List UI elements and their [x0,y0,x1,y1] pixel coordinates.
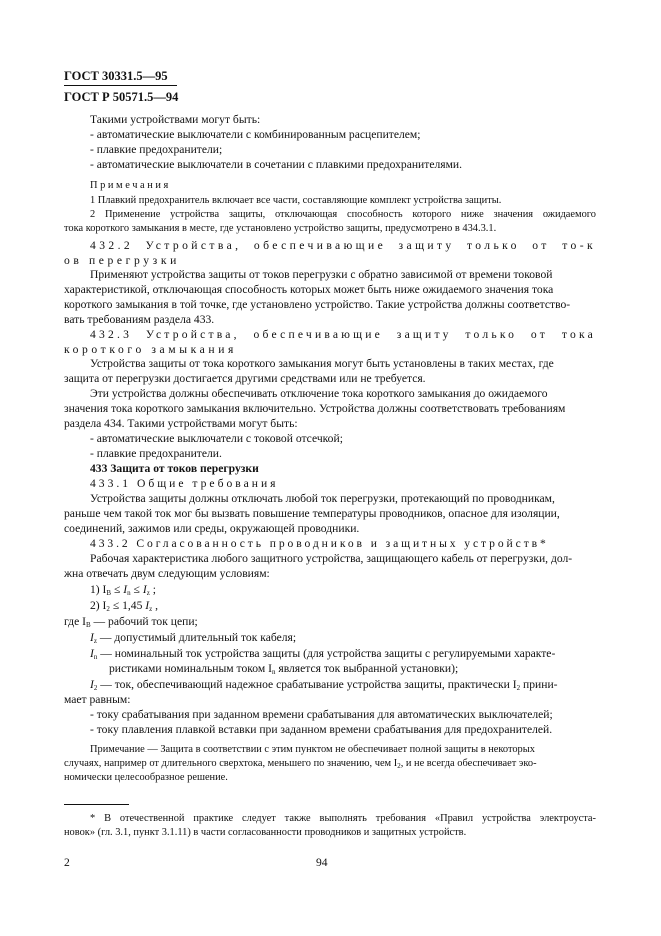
text-line: - току плавления плавкой вставки при заданном времени срабатывания для предохранителей. [90,723,553,736]
text-line: 1 Плавкий предохранитель включает все части, составляющие комплект устройства защиты. [90,195,502,206]
text-line: Устройства защиты должны отключать любой ток перегрузки, протекающий по проводникам, [90,492,555,505]
text-line: - току срабатывания при заданном времени срабатывания для автоматических выключателей; [90,708,553,721]
text-line: характеристикой, отключающая способность которых может быть ниже ожидаемого значения тока [64,283,554,296]
section-heading: короткого замыкания [64,343,237,356]
text-line: Применяют устройства защиты от токов перегрузки с обратно зависимой от времени токовой [90,268,553,281]
text-line: Рабочая характеристика любого защитного устройства, защищающего кабель от перегрузки, дол- [90,552,573,565]
text-line: 2 Применение устройства защиты, отключающая способность которого ниже значения ожидаемого [90,209,596,220]
text-line: - плавкие предохранители. [90,447,222,460]
text-line: Такими устройствами могут быть: [90,113,261,126]
note-heading: Примечания [90,180,171,191]
text-line: вать требованиям раздела 433. [64,313,215,326]
text-line: - автоматические выключатели в сочетании с плавкими предохранителями. [90,158,463,171]
formula-in-cont: ристиками номинальным током $I_n$ является ток выбранной установки); [109,662,459,676]
text-line: Устройства защиты от тока короткого замыкания могут быть установлены в таких местах, где [90,357,554,370]
text-line: значения тока короткого замыкания включительно. Устройства должны соответствовать требованиям [64,402,566,415]
text-line: соединений, зажимов или среды, окружающей проводники. [64,522,360,535]
text-line: раздела 434. Такими устройствами могут быть: [64,417,298,430]
section-heading: 432.3 Устройства, обеспечивающие защиту только от тока [90,328,596,341]
section-heading: 432.2 Устройства, обеспечивающие защиту только от то-к [90,239,596,252]
page-number-center: 94 [316,856,328,869]
text-line: жна отвечать двум следующим условиям: [64,567,270,580]
text-line: защита от перегрузки достигается другими средствами или не требуется. [64,372,426,385]
page-number-left: 2 [64,856,70,869]
footnote-rule [64,804,129,805]
text-line: мает равным: [64,693,131,706]
formula-iz: $I_z$ — допустимый длительный ток кабеля; [90,631,297,645]
note-line: Примечание — Защита в соответствии с этим пунктом не обеспечивает полной защиты в некоторых [90,744,535,755]
header-rule [64,85,177,86]
doc-header-gost-1: ГОСТ 30331.5—95 [64,69,168,83]
text-line: - автоматические выключатели с комбинированным расцепителем; [90,128,421,141]
note-line: случаях, например от длительного сверхтока, меньшего по значению, чем $I_2$, и не всегда обеспечивает эко- [64,758,537,770]
formula-condition-1: 1) $I_B \le I_n \le I_z$ ; [90,583,156,597]
formula-i2: $I_2$ — ток, обеспечивающий надежное срабатывание устройства защиты, практически $I_2$ прини- [90,678,558,692]
footnote-line: * В отечественной практике следует также выполнять требования «Правил устройства электроуста- [90,813,596,824]
text-line: короткого замыкания в той точке, где установлено устройство. Такие устройства должны соответство- [64,298,571,311]
text-line: раньше чем такой ток мог бы вызвать повышение температуры проводников, опасное для изоляции, [64,507,560,520]
formula-condition-2: 2) $I_2 \le 1,45$ $I_z$ , [90,599,159,613]
doc-header-gost-2: ГОСТ Р 50571.5—94 [64,90,179,104]
section-heading: 433.2 Согласованность проводников и защитных устройств* [90,537,549,550]
formula-where: где $I_B$ — рабочий ток цепи; [64,615,198,629]
note-line: номически целесообразное решение. [64,772,228,783]
footnote-line: новок» (гл. 3.1, пункт 3.1.11) в части согласованности проводников и защитных устройств. [64,827,467,838]
text-line: Эти устройства должны обеспечивать отключение тока короткого замыкания до ожидаемого [90,387,548,400]
text-line: - плавкие предохранители; [90,143,223,156]
text-line: тока короткого замыкания в месте, где установлено устройство защиты, предусмотрено в 434.3.1. [64,223,497,234]
text-line: - автоматические выключатели с токовой отсечкой; [90,432,343,445]
section-heading: ов перегрузки [64,254,180,267]
section-heading: 433 Защита от токов перегрузки [90,462,259,475]
section-heading: 433.1 Общие требования [90,477,279,490]
formula-in: $I_n$ — номинальный ток устройства защиты (для устройства защиты с регулируемыми характе- [90,647,556,661]
